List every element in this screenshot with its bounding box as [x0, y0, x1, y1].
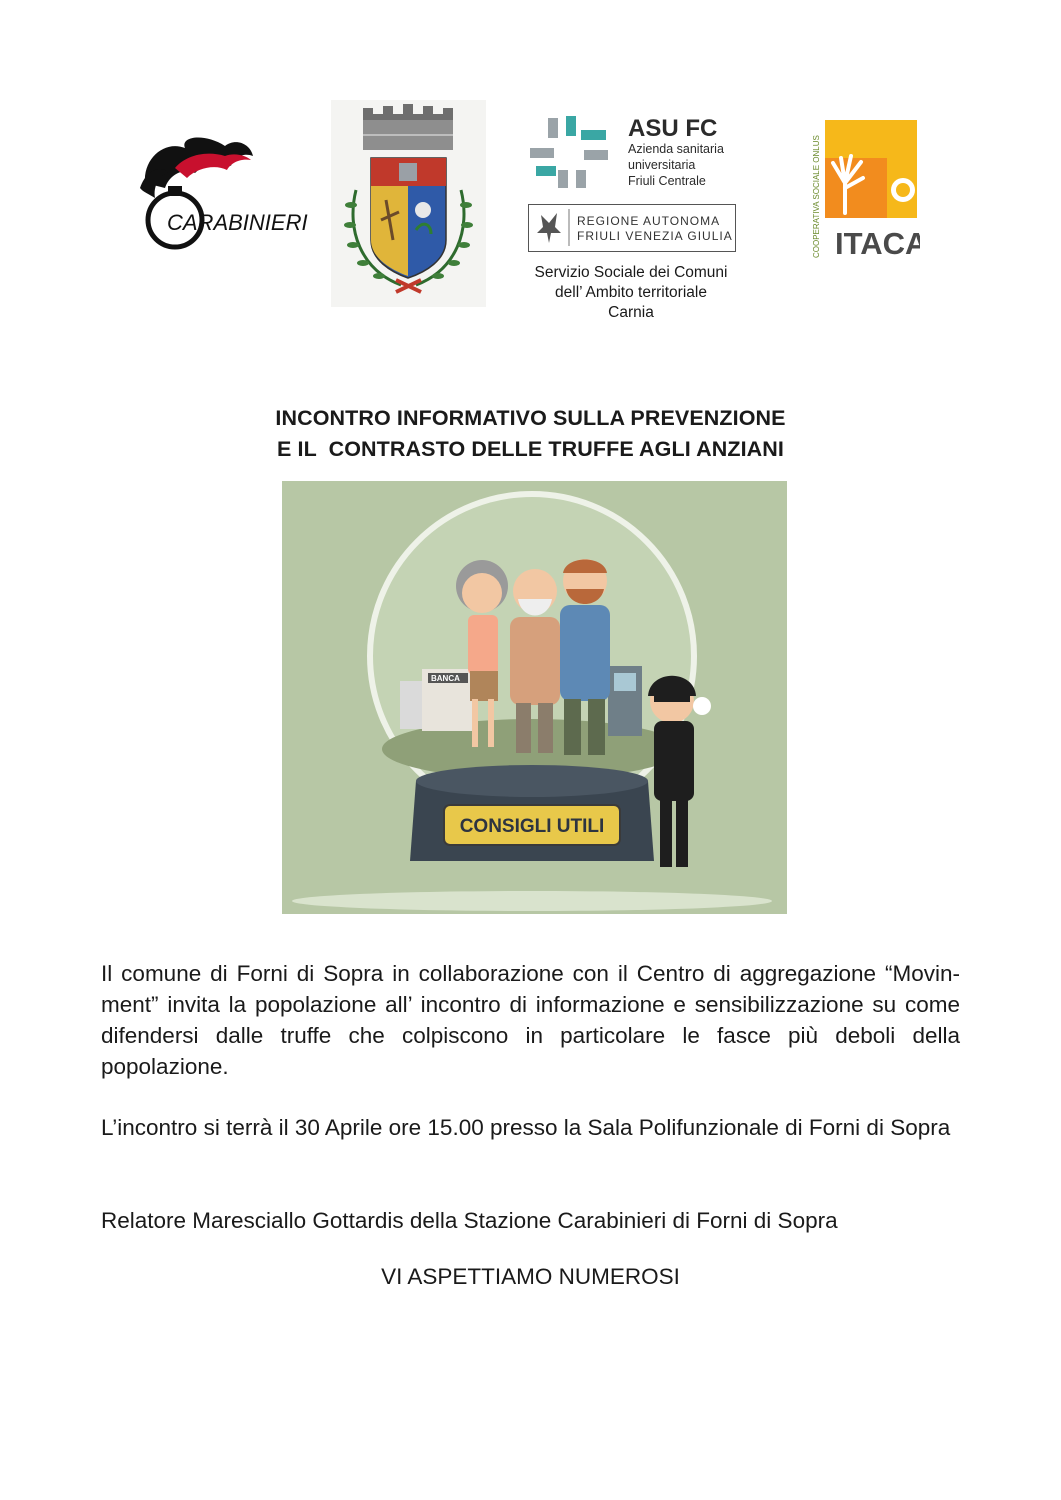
snow-globe-illustration [282, 481, 787, 914]
title-line1: INCONTRO INFORMATIVO SULLA PREVENZIONE [275, 406, 786, 430]
region-fvg-logo [528, 204, 736, 252]
asu-line2: universitaria [628, 158, 696, 172]
itaca-logo [805, 118, 920, 258]
paragraph-speaker: Relatore Maresciallo Gottardis della Stazione Carabinieri di Forni di Sopra [101, 1208, 838, 1233]
asu-line1: Azienda sanitaria [628, 142, 724, 156]
itaca-wordmark: ITACA [835, 226, 920, 258]
asu-line3: Friuli Centrale [628, 174, 706, 188]
paragraph-date-venue: L’incontro si terrà il 30 Aprile ore 15.00 presso la Sala Polifunzionale di Forni di Sopra [101, 1115, 951, 1140]
paragraph-invitation: Il comune di Forni di Sopra in collaborazione con il Centro di aggregazione “Movin-ment” invita la popolazione all’ incontro di informazione e sensibilizzazione su come difendersi dalle truffe che colpiscono in particolare le fasce più deboli della popolazione. [101, 961, 960, 1079]
carabinieri-wordmark: CARABINIERI [167, 210, 308, 235]
region-eagle-icon [529, 205, 734, 250]
service-line2: dell’ Ambito territoriale [555, 284, 707, 301]
base-label: CONSIGLI UTILI [459, 816, 605, 837]
service-line3: Carnia [608, 304, 654, 321]
municipal-crest [331, 100, 486, 307]
region-line1: REGIONE AUTONOMA [577, 214, 721, 228]
bank-sign: BANCA [431, 674, 460, 683]
page-title [0, 403, 1061, 465]
asu-fc-emblem-icon [526, 108, 746, 198]
title-line2: E IL CONTRASTO DELLE TRUFFE AGLI ANZIANI [277, 437, 784, 461]
carabinieri-logo [135, 128, 310, 253]
carabinieri-grenade-icon [135, 128, 310, 253]
service-line1: Servizio Sociale dei Comuni [534, 264, 728, 281]
service-caption [505, 263, 757, 323]
region-line2: FRIULI VENEZIA GIULIA [577, 229, 733, 243]
elderly-scam-globe-icon [282, 481, 787, 914]
itaca-vertical-text: COOPERATIVA SOCIALE ONLUS [812, 135, 821, 258]
itaca-hand-icon [805, 118, 920, 258]
asu-title: ASU FC [628, 115, 718, 142]
asu-fc-logo [526, 108, 746, 198]
crest-shield-icon [331, 100, 486, 307]
closing-line: VI ASPETTIAMO NUMEROSI [381, 1264, 680, 1289]
